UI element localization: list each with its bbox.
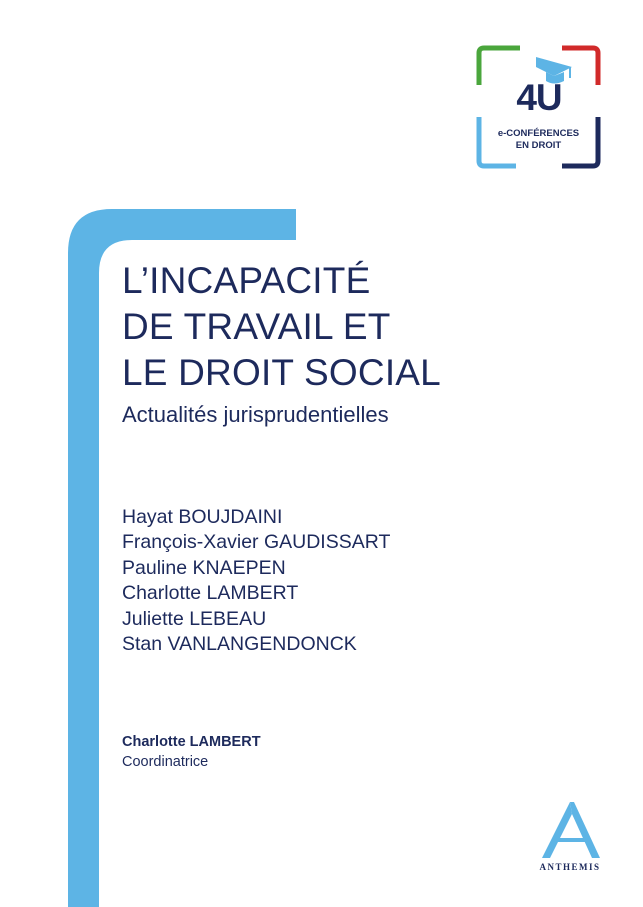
- book-subtitle: Actualités jurisprudentielles: [122, 402, 389, 427]
- title-line-1: L’INCAPACITÉ: [122, 260, 371, 301]
- author-list: [122, 505, 390, 657]
- author-name: Pauline KNAEPEN: [122, 556, 286, 579]
- author-name: Juliette LEBEAU: [122, 607, 267, 630]
- author-name: Hayat BOUJDAINI: [122, 506, 283, 528]
- series-logo: [476, 45, 601, 169]
- book-title: [122, 258, 441, 396]
- publisher-name: ANTHEMIS: [539, 862, 601, 872]
- series-name-line2: EN DROIT: [515, 140, 562, 151]
- title-line-3: LE DROIT SOCIAL: [122, 352, 441, 393]
- title-line-2: DE TRAVAIL ET: [122, 306, 391, 347]
- series-name-line1: e-CONFÉRENCES: [497, 128, 580, 139]
- author-name: François-Xavier GAUDISSART: [122, 531, 391, 554]
- author-name: Charlotte LAMBERT: [122, 582, 299, 605]
- coordinator-name: Charlotte LAMBERT: [122, 734, 261, 750]
- coordinator-role: Coordinatrice: [122, 754, 209, 770]
- series-number: 4U: [516, 77, 562, 118]
- author-name: Stan VANLANGENDONCK: [122, 633, 357, 656]
